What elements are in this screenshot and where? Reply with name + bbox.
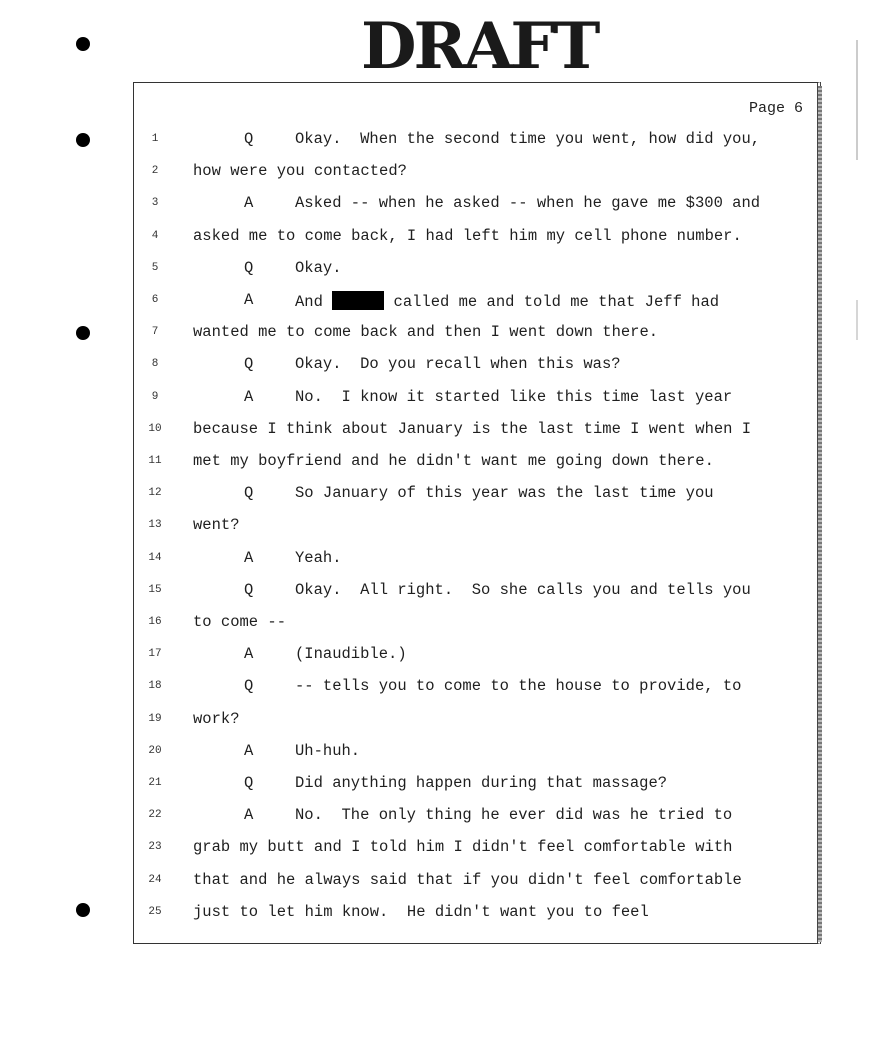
speaker-label: Q [244,677,254,695]
line-number: 14 [148,552,162,564]
line-number: 11 [148,455,162,467]
speaker-label: Q [244,581,254,599]
transcript-text: (Inaudible.) [295,645,407,663]
line-number: 17 [148,648,162,660]
line-number: 20 [148,745,162,757]
scan-speck [856,40,858,160]
speaker-label: A [244,388,254,406]
transcript-text: So January of this year was the last time you [295,484,714,502]
transcript-text: asked me to come back, I had left him my cell phone number. [193,227,742,245]
line-number: 16 [148,616,162,628]
line-number: 25 [148,906,162,918]
speaker-label: A [244,645,254,663]
line-number: 4 [151,230,159,242]
speaker-label: A [244,806,254,824]
transcript-text: Uh-huh. [295,742,361,760]
transcript-text: how were you contacted? [193,162,407,180]
line-number: 6 [151,294,159,306]
speaker-label: Q [244,355,254,373]
scan-speck [856,300,858,340]
speaker-label: A [244,291,254,309]
speaker-label: Q [244,774,254,792]
transcript-text: wanted me to come back and then I went down there. [193,323,659,341]
speaker-label: Q [244,259,254,277]
transcript-text: Okay. Do you recall when this was? [295,355,621,373]
line-number: 15 [148,584,162,596]
binder-hole [76,903,90,917]
line-number: 22 [148,809,162,821]
transcript-text: No. I know it started like this time last year [295,388,733,406]
line-number: 5 [151,262,159,274]
transcript-text: just to let him know. He didn't want you to feel [193,903,649,921]
line-number: 24 [148,874,162,886]
line-number: 21 [148,777,162,789]
binder-hole [76,37,90,51]
speaker-label: Q [244,130,254,148]
line-number: 12 [148,487,162,499]
transcript-text: work? [193,710,240,728]
transcript-text: grab my butt and I told him I didn't feel comfortable with [193,838,733,856]
page-number: Page 6 [749,100,804,117]
speaker-label: Q [244,484,254,502]
transcript-text: Yeah. [295,549,342,567]
text-segment: called me and told me that Jeff had [384,293,720,311]
transcript-text: Okay. All right. So she calls you and tells you [295,581,751,599]
line-number: 10 [148,423,162,435]
transcript-text: -- tells you to come to the house to provide, to [295,677,742,695]
scan-edge [818,86,822,942]
redaction-box [332,291,384,310]
transcript-text: Okay. [295,259,342,277]
transcript-text: because I think about January is the last time I went when I [193,420,752,438]
line-number: 23 [148,841,162,853]
transcript-text: No. The only thing he ever did was he tried to [295,806,733,824]
transcript-text: Asked -- when he asked -- when he gave me $300 and [295,194,761,212]
line-number: 7 [151,326,159,338]
speaker-label: A [244,194,254,212]
transcript-text: Did anything happen during that massage? [295,774,668,792]
line-number: 19 [148,713,162,725]
binder-hole [76,133,90,147]
binder-hole [76,326,90,340]
transcript-text: that and he always said that if you didn't feel comfortable [193,871,742,889]
line-number: 2 [151,165,159,177]
transcript-text: met my boyfriend and he didn't want me going down there. [193,452,714,470]
transcript-text [295,291,719,311]
line-number: 3 [151,197,159,209]
line-number: 9 [151,391,159,403]
line-number: 1 [151,133,159,145]
transcript-text: to come -- [193,613,287,631]
line-number: 8 [151,358,159,370]
draft-watermark: DRAFT [361,9,598,84]
text-segment: And [295,293,333,311]
speaker-label: A [244,742,254,760]
transcript-text: went? [193,516,240,534]
line-number: 13 [148,519,162,531]
line-number: 18 [148,680,162,692]
transcript-text: Okay. When the second time you went, how did you, [295,130,761,148]
speaker-label: A [244,549,254,567]
